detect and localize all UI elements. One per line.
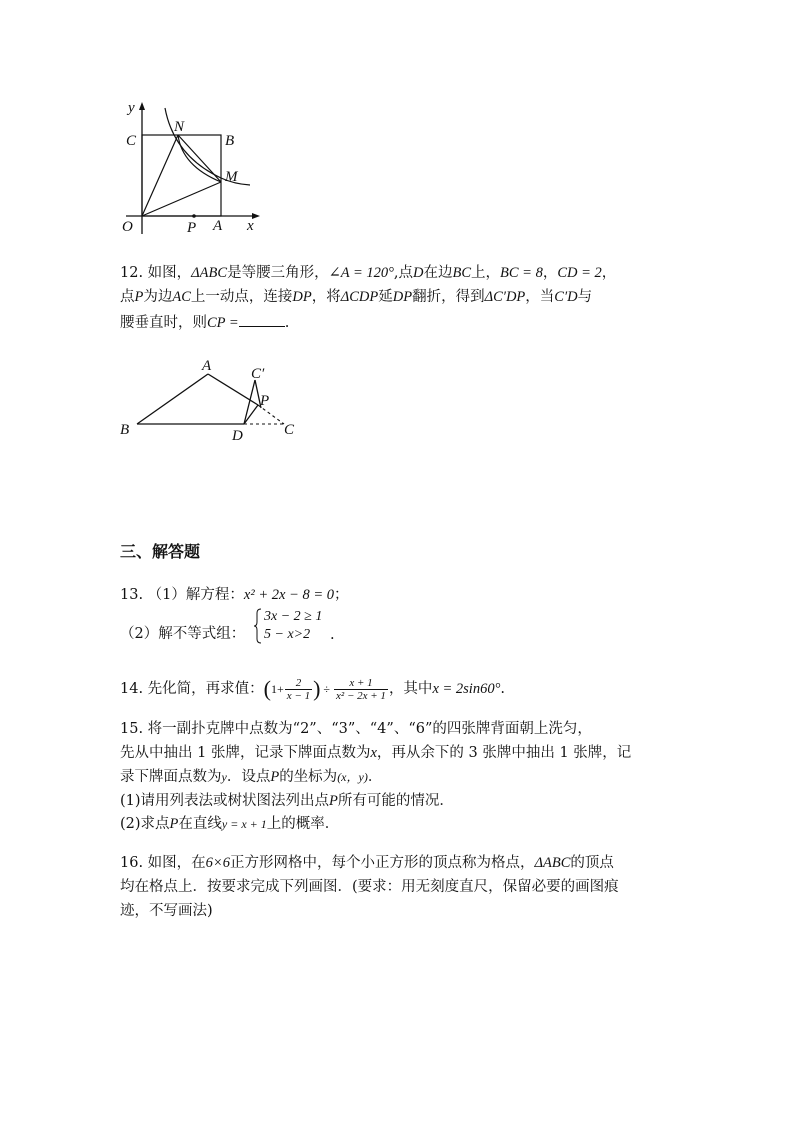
q13-text: （2）解不等式组： — [120, 626, 246, 642]
q16-line2: 均在格点上．按要求完成下列画图．(要求：用无刻度直尺，保留必要的画图痕 — [120, 879, 619, 895]
q14-text: 14. 先化简，再求值： — [120, 681, 264, 697]
label-D: D — [232, 428, 243, 444]
q16-text: 16. 如图，在 — [120, 855, 206, 871]
q12-text: 上一动点，连接 — [190, 289, 293, 305]
segment-OM — [142, 182, 221, 216]
inequality-2: 5 − x>2 — [264, 627, 311, 642]
q12-math: CP = — [207, 315, 239, 331]
label-N: N — [174, 119, 185, 135]
q12-math: ΔABC — [191, 265, 228, 281]
q15-math: x — [370, 745, 377, 761]
q15-math: P — [329, 793, 338, 809]
q12-text: 点 — [120, 289, 135, 305]
brace-icon — [254, 608, 262, 644]
q14-math: 1+ — [271, 682, 284, 696]
figure-square-curve — [110, 96, 270, 241]
q14-math: ÷ — [323, 682, 331, 696]
q12-text: 与 — [577, 289, 593, 305]
label-B: B — [225, 133, 235, 149]
q15-text: 的坐标为 — [279, 769, 338, 785]
label-A: A — [213, 218, 223, 234]
fraction-2-denominator: x² − 2x + 1 — [336, 689, 386, 702]
label-y: y — [128, 100, 135, 116]
q12-text: 是等腰三角形， — [227, 265, 329, 281]
y-axis-arrow — [139, 102, 145, 110]
q13-text: 13. （1）解方程： — [120, 587, 244, 603]
q12-math: ∠A = 120° — [328, 265, 394, 281]
segment-NM — [178, 135, 221, 182]
label-B: B — [120, 422, 130, 438]
q15-math: (x，y) — [337, 770, 368, 784]
q12-math: D — [413, 265, 424, 281]
label-O: O — [122, 219, 133, 235]
fraction-2 — [334, 677, 388, 702]
q15-text: ，再从余下的 3 张牌中抽出 1 张牌，记 — [376, 745, 632, 761]
q14-text: ，其中 — [388, 681, 433, 697]
q14-paren: ) — [313, 676, 321, 701]
label-C: C — [284, 422, 295, 438]
q12-math: ΔC′DP — [484, 289, 526, 305]
q12-math: BC = 8 — [500, 265, 543, 281]
q15-text: (1)请用列表法或树状图法列出点 — [120, 793, 330, 809]
label-C: C — [126, 133, 137, 149]
label-x: x — [247, 218, 254, 234]
q14-text: . — [500, 681, 505, 697]
label-P: P — [260, 393, 270, 409]
q14-math: x = 2sin60° — [432, 681, 501, 697]
q12-line2 — [120, 286, 592, 309]
q15-line4 — [120, 790, 454, 813]
q12-text: 延 — [378, 289, 393, 305]
point-P — [192, 214, 196, 218]
fraction-2-numerator: x + 1 — [334, 677, 388, 690]
q15-line2 — [120, 742, 631, 765]
q12-math: ΔCDP — [340, 289, 379, 305]
q15-math: y — [221, 770, 227, 784]
q12-text: ，当 — [525, 289, 555, 305]
q12-math: DP — [392, 289, 413, 305]
q16-text: 正方形网格中，每个小正方形的顶点称为格点， — [229, 855, 535, 871]
q12-line3 — [120, 310, 289, 335]
q12-text: . — [284, 315, 290, 331]
q16-text: 的顶点 — [570, 855, 614, 871]
segment-BA — [137, 374, 208, 424]
q12-text: 腰垂直时，则 — [120, 315, 207, 331]
q15-math: P — [169, 816, 179, 832]
q16-line1 — [120, 852, 614, 875]
q12-text: 在边 — [423, 265, 453, 281]
q12-text: ，将 — [311, 289, 341, 305]
q12-text: ,点 — [393, 265, 414, 281]
q15-line1: 15. 将一副扑克牌中点数为“2”、“3”、“4”、“6”的四张牌背面朝上洗匀， — [120, 721, 592, 737]
q12-math: CD = 2 — [557, 265, 602, 281]
label-Cprime: C′ — [251, 366, 265, 382]
label-M: M — [225, 169, 238, 185]
q13-equation: x² + 2x − 8 = 0 — [243, 587, 334, 603]
q12-text: 上， — [471, 265, 501, 281]
q15-text: 上的概率． — [266, 816, 340, 832]
fraction-1 — [285, 677, 312, 702]
q12-text: 为边 — [143, 289, 173, 305]
q16-math: ΔABC — [534, 855, 571, 871]
q15-math: P — [270, 769, 280, 785]
q13-part1 — [120, 584, 348, 607]
figure-triangle-fold — [112, 358, 302, 444]
q15-text: 所有可能的情况． — [337, 793, 454, 809]
q16-math: 6×6 — [205, 855, 230, 871]
q12-line1 — [120, 262, 616, 285]
q12-math: BC — [452, 265, 472, 281]
q15-math: y = x + 1 — [221, 817, 267, 831]
q12-math: AC — [172, 289, 191, 305]
q14-paren: ( — [263, 676, 271, 701]
q14-line — [120, 676, 505, 702]
q15-text: 录下牌面点数为 — [120, 769, 222, 785]
section-title: 三、解答题 — [120, 542, 201, 561]
q12-text: ， — [601, 265, 617, 281]
q15-text: (2)求点 — [120, 816, 170, 832]
q15-text: ． — [367, 769, 383, 785]
q15-line3 — [120, 766, 382, 789]
q12-text: ， — [542, 265, 558, 281]
q12-math: DP — [292, 289, 312, 305]
label-A: A — [202, 358, 212, 374]
q12-math: P — [134, 289, 144, 305]
fraction-1-numerator: 2 — [285, 677, 312, 690]
inequality-1: 3x − 2 ≥ 1 — [264, 609, 323, 624]
segment-ON — [142, 135, 178, 216]
q12-text: 12. 如图， — [120, 265, 192, 281]
q13-period: . — [330, 627, 335, 643]
q15-text: ．设点 — [226, 769, 271, 785]
q15-text: 在直线 — [178, 816, 222, 832]
q13-text: ； — [333, 587, 349, 603]
label-P: P — [187, 220, 197, 236]
q12-text: 翻折，得到 — [412, 289, 485, 305]
fraction-1-denominator: x − 1 — [286, 689, 311, 702]
q12-math: C′D — [554, 289, 578, 305]
q15-text: 先从中抽出 1 张牌，记录下牌面点数为 — [120, 745, 371, 761]
q15-line5 — [120, 813, 339, 836]
answer-blank[interactable] — [239, 310, 285, 327]
q13-part2 — [120, 623, 245, 646]
q16-line3: 迹，不写画法) — [120, 903, 213, 919]
